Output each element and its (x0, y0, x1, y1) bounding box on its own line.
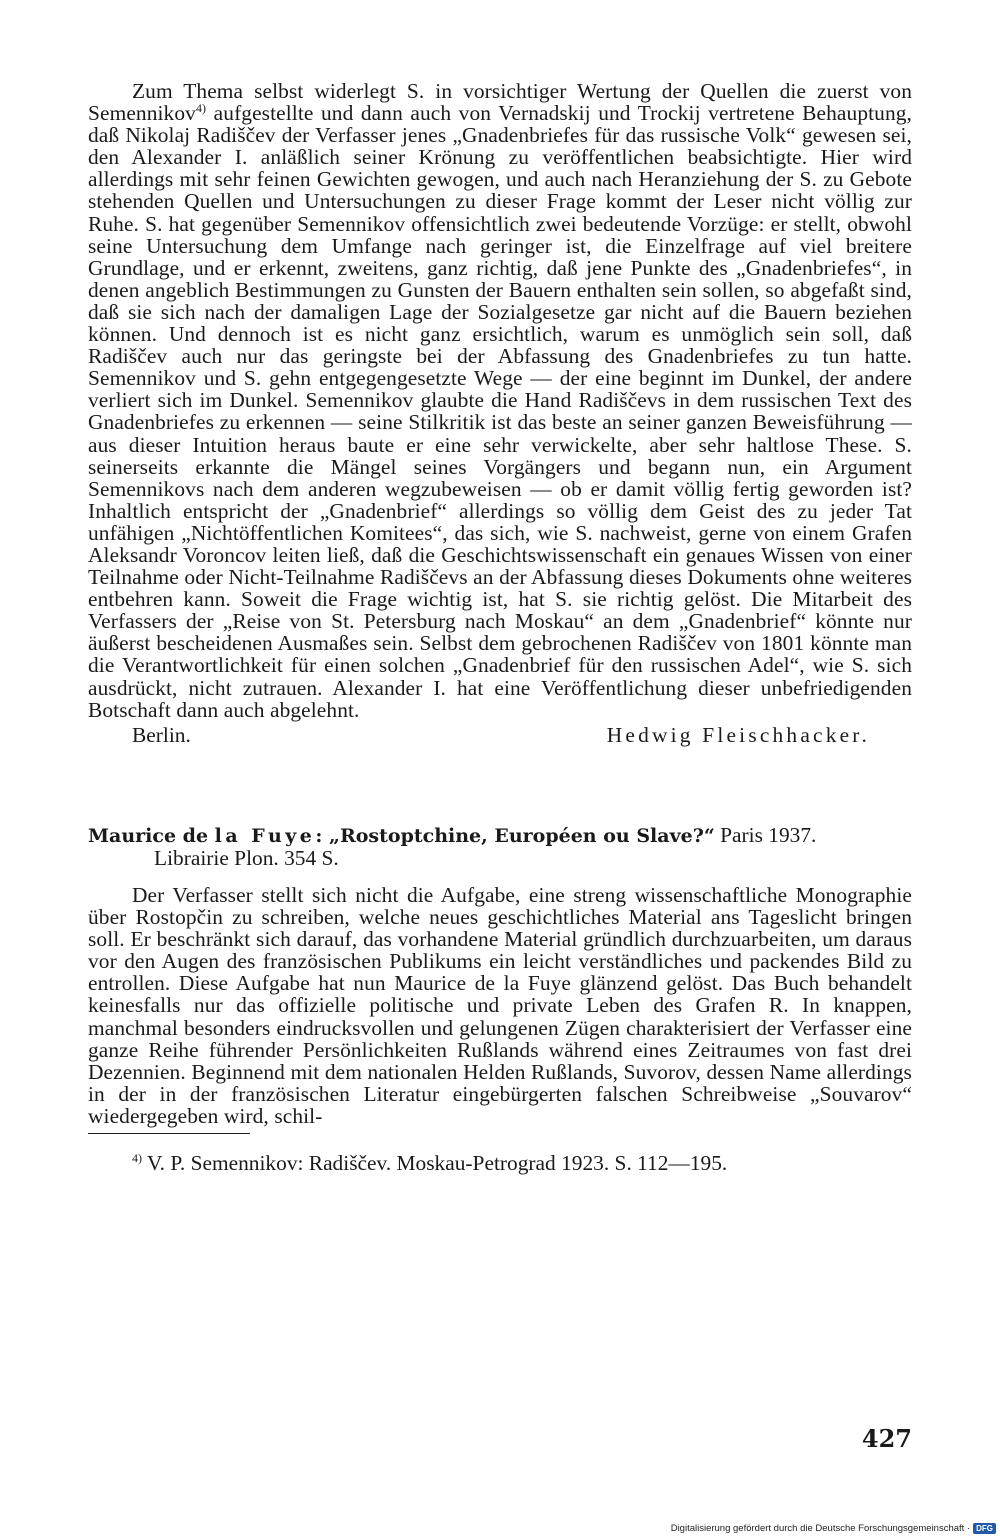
footnote-marker[interactable]: 4) (195, 100, 207, 115)
book-author-first: Maurice de (88, 824, 215, 847)
footnote-number: 4) (132, 1151, 142, 1166)
review-heading (88, 824, 912, 869)
review-paragraph-2: Der Verfasser stellt sich nicht die Aufgabe, eine streng wissenschaftliche Monographie über Rostopčin zu schreiben, welche neues geschichtliches Material ans Tageslicht bringen soll. Er beschränkt sich darauf, das vorhandene Material gründlich durchzuarbeiten, um daraus vor den Augen des französischen Publikums ein leicht verständliches und packendes Bild zu entrollen. Diese Aufgabe hat nun Maurice de la Fuye glänzend gelöst. Das Buch behandelt keinesfalls nur das offizielle politische und private Leben des Grafen R. In knappen, manchmal besonders eindrucksvollen und gelungenen Zügen charakterisiert der Verfasser eine ganze Reihe führender Persönlichkeiten Rußlands während eines Zeitraumes von fast drei Dezennien. Beginnend mit dem nationalen Helden Rußlands, Suvorov, dessen Name allerdings in der in der französischen Literatur eingebürgerten falschen Schreibweise „Souvarov“ wiedergegeben wird, schil- (88, 883, 912, 1128)
book-author-last: la Fuye (214, 824, 316, 847)
book-title: : „Rostoptchine, Européen ou Slave?“ (315, 824, 715, 847)
page-body (88, 80, 912, 1174)
footnote-divider (88, 1133, 250, 1134)
signature-place: Berlin. (132, 722, 191, 747)
review-signature (88, 724, 912, 746)
signature-author: Hedwig Fleischhacker. (606, 722, 870, 747)
footnote (88, 1147, 912, 1174)
paragraph-text: Zum Thema selbst widerlegt S. in vorsichtiger Wertung der Quellen die zuerst von Semennikov (88, 79, 912, 126)
book-pub-line1: Paris 1937. (714, 822, 817, 847)
paragraph-text-rest: aufgestellte und dann auch von Vernadskij und Trockij vertretene Behauptung, daß Nikolaj Radiščev der Verfasser jenes „Gnadenbriefes für das russische Volk“ gewesen sei, den Alexander I. anläßlich seiner Krönung zu veröffentlichen beabsichtigte. Hier wird allerdings mit sehr feinen Gewichten gewogen, und auch nach Heranziehung der S. zu Gebote stehenden Quellen und Untersuchungen zu dieser Frage kommt der Leser nicht völlig zur Ruhe. S. hat gegenüber Semennikov offensichtlich zwei bedeutende Vorzüge: er stellt, obwohl seine Untersuchung dem Umfange nach geringer ist, die Einzelfrage auf viel breitere Grundlage, und er erkennt, zweitens, ganz richtig, daß jene Punkte des „Gnadenbriefes“, in denen angeblich Bestimmungen zu Gunsten der Bauern enthalten sein sollen, so abgefaßt sind, daß sie sich nach der damaligen Lage der Sozialgesetze gar nicht auf die Bauern beziehen können. Und dennoch ist es nicht ganz ersichtlich, warum es unmöglich sein soll, daß Radiščev auch nur das geringste bei der Abfassung des Gnadenbriefes zu tun hatte. Semennikov und S. gehn entgegengesetzte Wege — der eine beginnt im Dunkel, der andere verliert sich im Dunkel. Semennikov glaubte die Hand Radiščevs in dem russischen Text des Gnadenbriefes zu erkennen — seine Stilkritik ist das beste an seiner ganzen Beweisführung — aus dieser Intuition heraus baute er eine sehr verwickelte, aber sehr haltlose These. S. seinerseits erkannte die Mängel seines Vorgängers und begann nun, ein Argument Semennikovs nach dem anderen wegzubeweisen — ob er damit völlig fertig geworden ist? Inhaltlich entspricht der „Gnadenbrief“ allerdings so völlig dem Geist des zu jeder Tat unfähigen „Nichtöffentlichen Komitees“, das sich, wie S. nachweist, gerne von einem Grafen Aleksandr Voroncov leiten ließ, daß die Geschichtswissenschaft ein genaues Wissen von einer Teilnahme oder Nicht-Teilnahme Radiščevs an der Abfassung dieses Dokuments ohne weiteres entbehren kann. Soweit die Frage wichtig ist, hat S. sie richtig gelöst. Die Mitarbeit des Verfassers der „Reise von St. Petersburg nach Moskau“ an dem „Gnadenbrief“ könnte nur äußerst bescheidenen Ausmaßes sein. Selbst dem gebrochenen Radiščev von 1801 könnte man die Verantwortlichkeit für einen solchen „Gnadenbrief für den russischen Adel“, wie S. sich ausdrückt, nicht zutrauen. Alexander I. hat eine Veröffentlichung dieser unbefriedigenden Botschaft dann auch abgelehnt. (88, 101, 912, 722)
page-number: 427 (861, 1424, 912, 1453)
footnote-text: V. P. Semennikov: Radiščev. Moskau-Petrograd 1923. S. 112—195. (142, 1151, 728, 1176)
book-pub-line2: Librairie Plon. 354 S. (154, 845, 339, 870)
dfg-logo-icon: DFG (973, 1523, 996, 1534)
credit-text: Digitalisierung gefördert durch die Deutsche Forschungsgemeinschaft · (670, 1523, 971, 1534)
review-paragraph (88, 80, 912, 721)
digitization-credit (671, 1523, 996, 1534)
